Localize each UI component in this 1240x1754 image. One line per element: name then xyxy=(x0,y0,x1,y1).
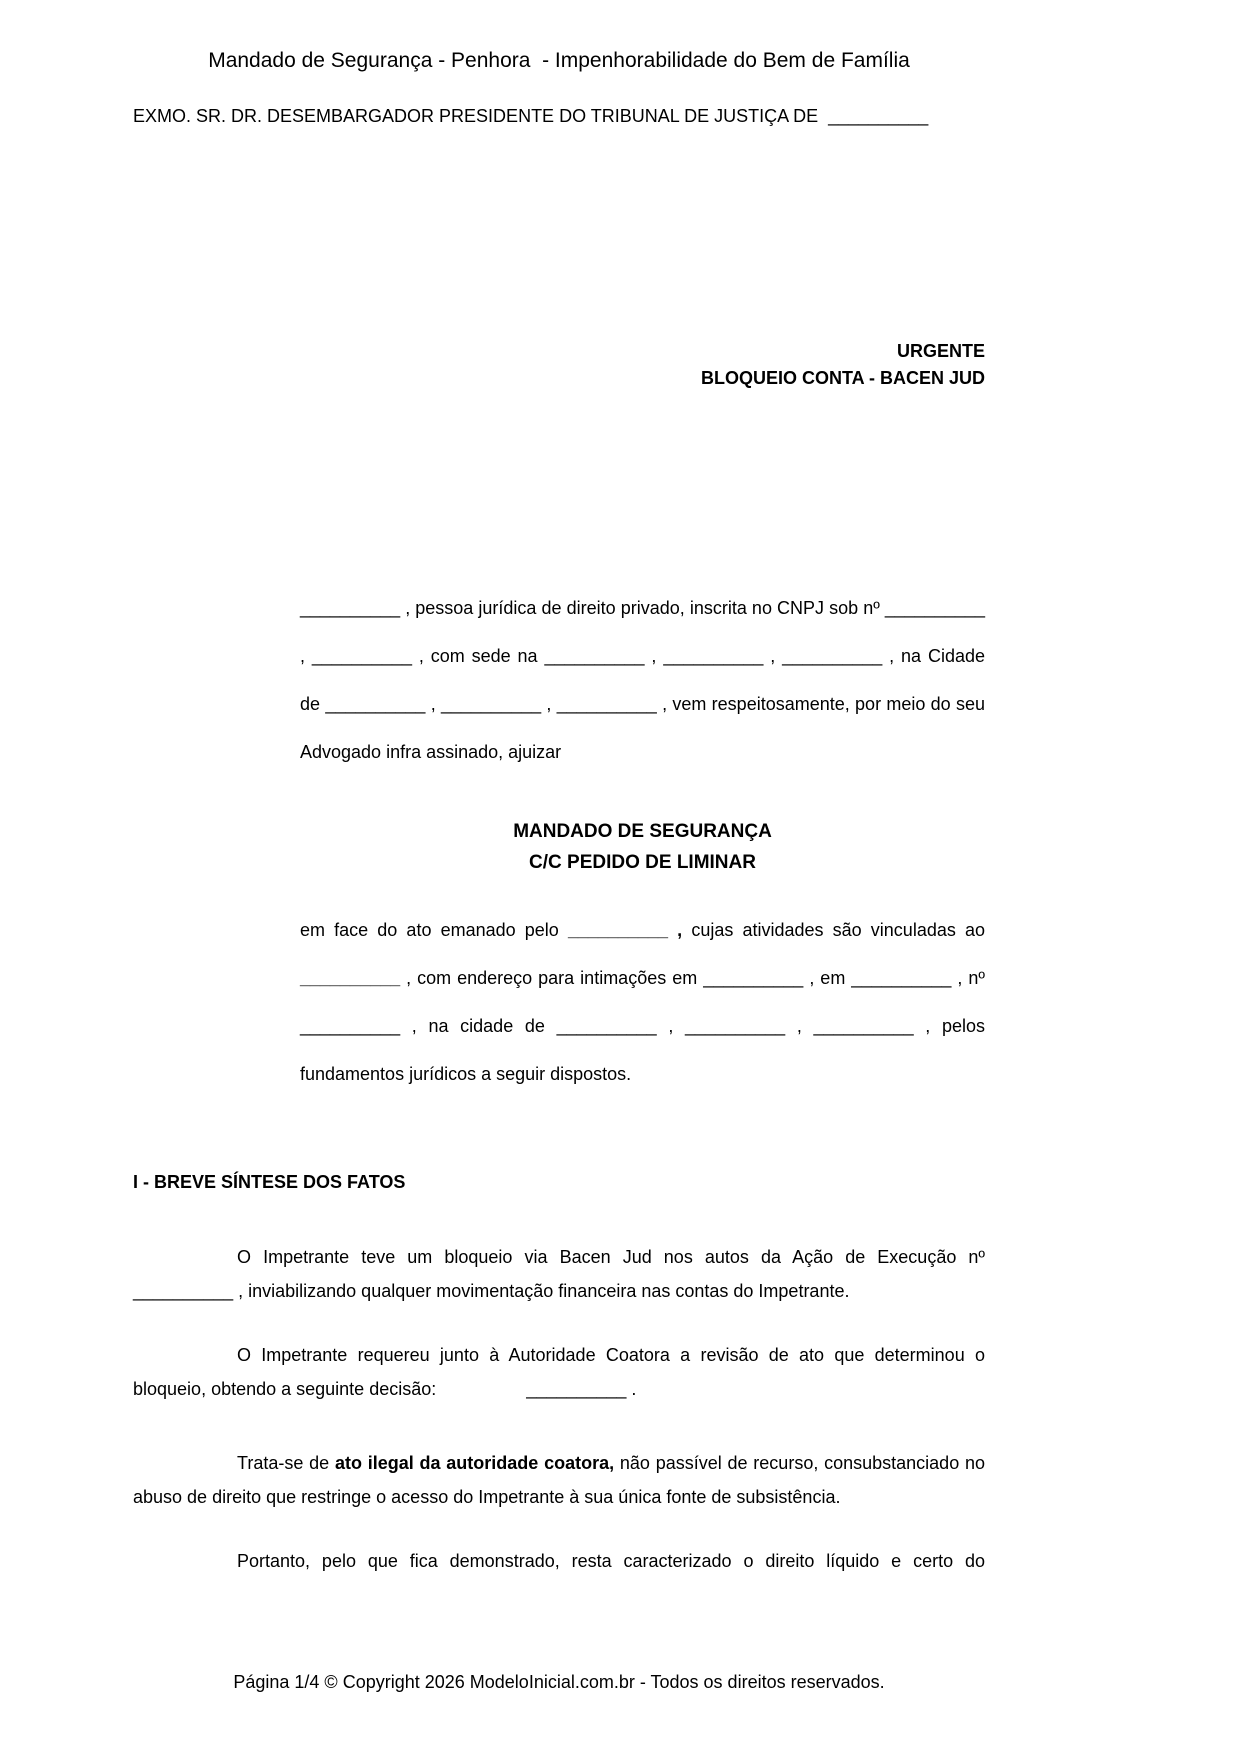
facts-paragraph-4: Portanto, pelo que fica demonstrado, resta caracterizado o direito líquido e certo do xyxy=(237,1551,985,1571)
qualification-paragraph: __________ , pessoa jurídica de direito privado, inscrita no CNPJ sob nº __________ , __________ , com sede na __________ , __________ , __________ , na Cidade de __________ , __________ , __________ , vem respeitosamente, por meio do seu Advogado infra assinado, ajuizar xyxy=(300,598,985,762)
page-footer: Página 1/4 © Copyright 2026 ModeloInicial.com.br - Todos os direitos reservados. xyxy=(233,1672,885,1692)
action-title-line1: MANDADO DE SEGURANÇA xyxy=(513,821,772,842)
urgency-block xyxy=(133,338,985,392)
defendant-paragraph: em face do ato emanado pelo __________ , cujas atividades são vinculadas ao __________ , com endereço para intimações em __________ , em __________ , nº __________ , na cidade de __________ , __________ , __________ , pelos fundamentos jurídicos a seguir dispostos. xyxy=(300,920,985,1084)
action-title xyxy=(300,816,985,878)
urgent-label: URGENTE xyxy=(896,341,985,361)
facts-paragraph-1: O Impetrante teve um bloqueio via Bacen Jud nos autos da Ação de Execução nº __________ , inviabilizando qualquer movimentação financeira nas contas do Impetrante. xyxy=(133,1247,985,1301)
facts-paragraph-2: O Impetrante requereu junto à Autoridade Coatora a revisão de ato que determinou o bloqueio, obtendo a seguinte decisão: __________ . xyxy=(133,1345,985,1399)
action-title-line2: C/C PEDIDO DE LIMINAR xyxy=(529,852,756,873)
facts-paragraph-3: Trata-se de ato ilegal da autoridade coatora, não passível de recurso, consubstanciado no abuso de direito que restringe o acesso do Impetrante à sua única fonte de subsistência. xyxy=(133,1453,985,1507)
section-heading-facts: I - BREVE SÍNTESE DOS FATOS xyxy=(133,1172,406,1192)
urgent-subject: BLOQUEIO CONTA - BACEN JUD xyxy=(700,368,985,388)
addressee-line: EXMO. SR. DR. DESEMBARGADOR PRESIDENTE DO TRIBUNAL DE JUSTIÇA DE __________ xyxy=(133,106,929,126)
document-title: Mandado de Segurança - Penhora - Impenhorabilidade do Bem de Família xyxy=(208,49,910,72)
